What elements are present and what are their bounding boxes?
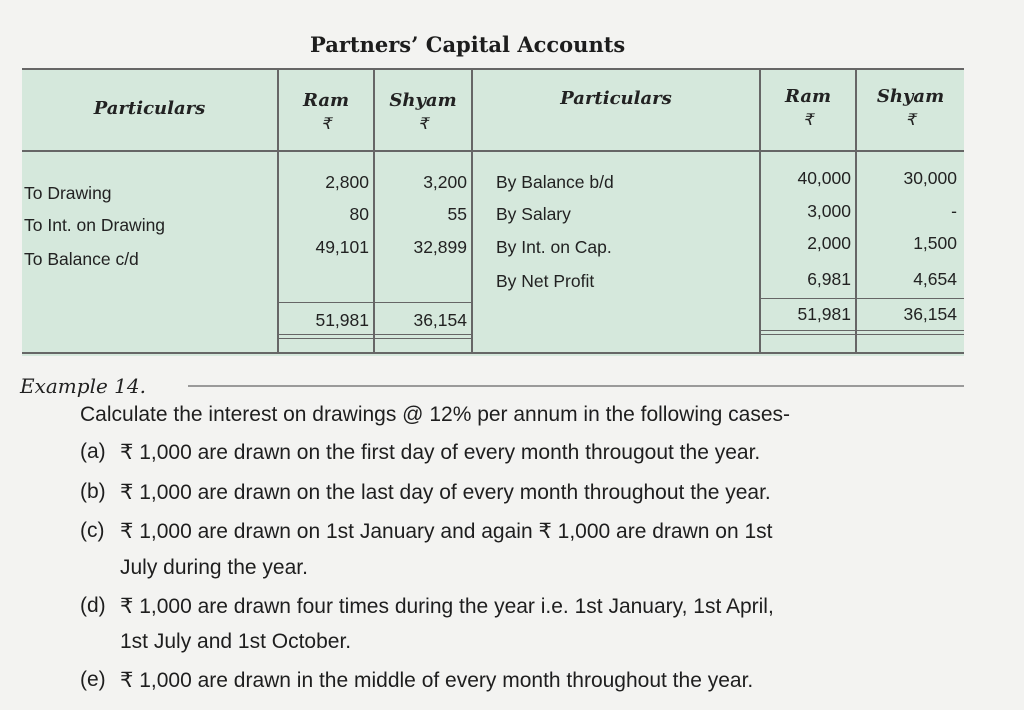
- header-ram-right: Ram: [784, 86, 832, 107]
- credit-ram-total: 51,981: [797, 304, 851, 324]
- credit-shyam-amount: 1,500: [913, 233, 957, 253]
- header-particulars-right: Particulars: [560, 88, 672, 109]
- credit-ram-amount: 40,000: [797, 168, 851, 188]
- case-label: (c): [80, 519, 105, 542]
- credit-label: By Int. on Cap.: [496, 237, 612, 257]
- credit-shyam-amount: 30,000: [903, 168, 957, 188]
- example-heading: Example 14.: [20, 374, 146, 398]
- credit-label: By Net Profit: [496, 271, 595, 291]
- example-question: Calculate the interest on drawings @ 12% per annum in the following cases-: [80, 403, 791, 426]
- debit-shyam-amount: 3,200: [423, 172, 467, 192]
- total-top-rule: [759, 298, 964, 299]
- credit-ram-amount: 2,000: [807, 233, 851, 253]
- credit-ram-amount: 3,000: [807, 201, 851, 221]
- header-ram-left: Ram: [302, 90, 350, 111]
- page-title: Partners’ Capital Accounts: [310, 32, 626, 57]
- credit-label: By Salary: [496, 204, 571, 224]
- total-under-rule: [277, 338, 473, 339]
- credit-shyam-amount: -: [951, 201, 957, 221]
- capital-accounts-table: [22, 68, 964, 356]
- case-label: (e): [80, 668, 106, 691]
- case-label: (a): [80, 440, 106, 463]
- debit-ram-amount: 2,800: [325, 172, 369, 192]
- total-under-rule: [759, 334, 964, 335]
- case-label: (d): [80, 594, 106, 617]
- case-text-continued: July during the year.: [120, 556, 308, 579]
- case-text: ₹ 1,000 are drawn on the last day of every month throughout the year.: [120, 481, 771, 504]
- rupee-symbol: ₹: [417, 116, 429, 133]
- credit-ram-amount: 6,981: [807, 269, 851, 289]
- debit-label: To Balance c/d: [24, 249, 139, 269]
- rupee-symbol: ₹: [320, 116, 332, 133]
- debit-ram-total: 51,981: [315, 310, 369, 330]
- header-particulars-left: Particulars: [93, 98, 206, 119]
- debit-label: To Int. on Drawing: [24, 215, 166, 235]
- debit-shyam-amount: 32,899: [413, 237, 467, 257]
- case-label: (b): [80, 480, 106, 503]
- column-divider: [471, 68, 473, 354]
- debit-ram-amount: 80: [349, 204, 369, 224]
- case-text: ₹ 1,000 are drawn on the first day of every month througout the year.: [120, 441, 761, 464]
- header-shyam-right: Shyam: [876, 86, 945, 107]
- debit-shyam-amount: 55: [447, 204, 467, 224]
- credit-shyam-total: 36,154: [903, 304, 957, 324]
- heading-rule: [188, 385, 964, 387]
- case-text: ₹ 1,000 are drawn four times during the year i.e. 1st January, 1st April,: [120, 595, 774, 618]
- case-text: ₹ 1,000 are drawn on 1st January and again ₹ 1,000 are drawn on 1st: [120, 520, 773, 543]
- rupee-symbol: ₹: [905, 112, 916, 129]
- table-bottom-border: [22, 352, 964, 354]
- total-top-rule: [277, 302, 473, 303]
- debit-label: To Drawing: [24, 183, 112, 203]
- rupee-symbol: ₹: [802, 112, 814, 129]
- debit-shyam-total: 36,154: [413, 310, 467, 330]
- header-shyam-left: Shyam: [389, 90, 457, 111]
- case-text-continued: 1st July and 1st October.: [120, 630, 352, 653]
- credit-label: By Balance b/d: [496, 172, 614, 192]
- header-divider: [22, 150, 964, 152]
- debit-ram-amount: 49,101: [315, 237, 369, 257]
- credit-shyam-amount: 4,654: [913, 269, 957, 289]
- case-text: ₹ 1,000 are drawn in the middle of every month throughout the year.: [120, 669, 754, 692]
- table-top-border: [22, 68, 964, 70]
- total-under-rule: [759, 330, 964, 331]
- total-under-rule: [277, 334, 473, 335]
